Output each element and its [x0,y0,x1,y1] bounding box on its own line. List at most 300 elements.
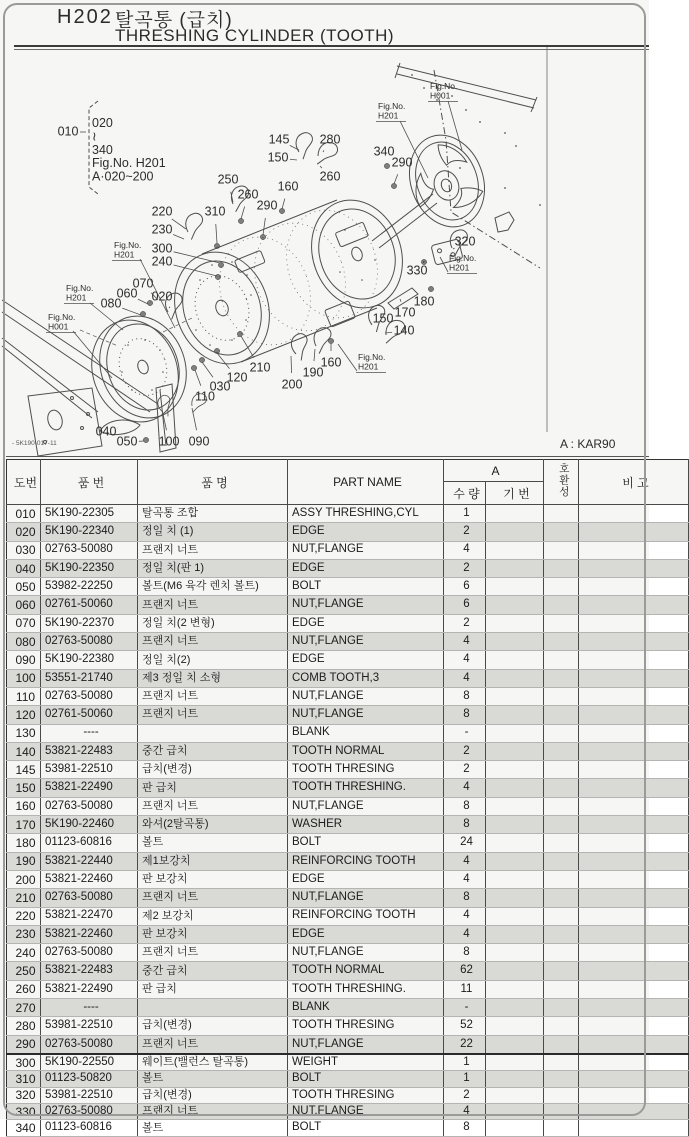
part-callout-030: 030 [210,379,231,393]
cell-name-ko: 볼트 [138,834,288,852]
table-row [7,578,689,596]
cell-qty: 2 [444,742,486,760]
cell-qty: 8 [444,1120,486,1136]
cell-part-name: TOOTH THRESHING. [288,779,444,797]
cell-part-name: NUT,FLANGE [288,541,444,559]
part-callout-290: 290 [392,155,413,169]
cell-serial [486,1035,544,1054]
part-callout-290: 290 [257,198,278,212]
cell-no: 080 [7,633,41,651]
header-col-no: 도번 [7,460,41,505]
cell-part-no: 53821-22490 [41,980,138,998]
part-callout-090: 090 [189,434,210,448]
part-callout-250: 250 [218,172,239,186]
cell-remarks [579,1071,689,1087]
cell-serial [486,724,544,742]
cell-part-name: EDGE [288,651,444,669]
cell-part-name: NUT,FLANGE [288,687,444,705]
part-callout-330: 330 [407,263,428,277]
cell-remarks [579,870,689,888]
cell-name-ko: 판 보강치 [138,925,288,943]
cell-remarks [579,742,689,760]
cell-qty: 22 [444,1035,486,1054]
exploded-diagram-illustration [0,0,649,459]
cell-serial [486,761,544,779]
table-row [7,870,689,888]
cell-name-ko: 볼트(M6 육각 렌치 볼트) [138,578,288,596]
cell-compat [544,797,579,815]
part-callout-190: 190 [303,365,324,379]
cell-serial [486,834,544,852]
cell-remarks [579,669,689,687]
cell-qty: 4 [444,651,486,669]
cell-part-no: 5K190-22340 [41,523,138,541]
cell-no: 190 [7,852,41,870]
table-row [7,614,689,632]
cell-no: 140 [7,742,41,760]
cell-no: 290 [7,1035,41,1054]
cell-remarks [579,1035,689,1054]
table-row [7,541,689,559]
cell-part-no: 53981-22510 [41,1017,138,1035]
part-callout-300: 300 [152,241,173,255]
cell-qty: 8 [444,816,486,834]
cell-remarks [579,852,689,870]
cell-name-ko: 프랜지 너트 [138,797,288,815]
cell-remarks [579,651,689,669]
cell-part-no: 53981-22510 [41,1087,138,1103]
cell-part-no: 02763-50080 [41,1104,138,1120]
cell-part-name: WEIGHT [288,1054,444,1071]
cell-no: 100 [7,669,41,687]
cell-qty: 6 [444,596,486,614]
cell-compat [544,1087,579,1103]
cell-part-no: ---- [41,999,138,1017]
cell-remarks [579,925,689,943]
ref-block-line: 020 [92,116,113,130]
cell-part-name: NUT,FLANGE [288,1104,444,1120]
cell-no: 040 [7,559,41,577]
cell-part-no: 53821-22483 [41,962,138,980]
cell-part-name: EDGE [288,925,444,943]
fig-ref-label-H201: Fig.No. H201 [114,240,141,260]
table-row [7,944,689,962]
cell-serial [486,852,544,870]
cell-qty: 1 [444,1054,486,1071]
cell-no: 060 [7,596,41,614]
fig-ref-label-H001: Fig.No. H001 [430,81,457,101]
table-row [7,559,689,577]
cell-compat [544,925,579,943]
cell-no: 320 [7,1087,41,1103]
table-row [7,505,689,523]
cell-no: 130 [7,724,41,742]
cell-qty: 2 [444,614,486,632]
cell-compat [544,1071,579,1087]
cell-name-ko [138,999,288,1017]
cell-serial [486,816,544,834]
cell-part-no: 02763-50080 [41,889,138,907]
cell-part-name: EDGE [288,614,444,632]
parts-table [6,459,689,1137]
cell-part-name: BOLT [288,1120,444,1136]
cell-compat [544,962,579,980]
cell-part-no: 5K190-22380 [41,651,138,669]
cell-qty: 4 [444,870,486,888]
cell-qty: 8 [444,889,486,907]
cell-serial [486,999,544,1017]
cell-remarks [579,633,689,651]
cell-compat [544,596,579,614]
cell-no: 280 [7,1017,41,1035]
cell-part-no: 02763-50080 [41,797,138,815]
cell-serial [486,614,544,632]
cell-serial [486,687,544,705]
header-compat: 호환성 [544,460,579,505]
page-title-english: THRESHING CYLINDER (TOOTH) [115,26,394,46]
cell-no: 210 [7,889,41,907]
cell-qty: - [444,999,486,1017]
header-name-ko: 품 명 [138,460,288,505]
cell-serial [486,1104,544,1120]
fig-ref-label-H001: Fig.No. H001 [48,312,75,332]
cell-name-ko: 탈곡통 조합 [138,505,288,523]
cell-part-no: 5K190-22350 [41,559,138,577]
cell-qty: 8 [444,706,486,724]
cell-no: 145 [7,761,41,779]
cell-serial [486,742,544,760]
cell-part-no: 53821-22483 [41,742,138,760]
cell-serial [486,779,544,797]
cell-serial [486,907,544,925]
cell-name-ko: 중간 급치 [138,742,288,760]
cell-compat [544,669,579,687]
cell-compat [544,999,579,1017]
cell-name-ko: 프랜지 너트 [138,706,288,724]
cell-no: 020 [7,523,41,541]
cell-serial [486,1087,544,1103]
cell-serial [486,1120,544,1136]
cell-part-name: BLANK [288,999,444,1017]
header-remarks: 비 고 [579,460,689,505]
cell-serial [486,633,544,651]
cell-name-ko: 정일 치(판 1) [138,559,288,577]
cell-remarks [579,724,689,742]
cell-compat [544,1054,579,1071]
cell-compat [544,505,579,523]
cell-name-ko: 웨이트(밸런스 탈곡통) [138,1054,288,1071]
cell-no: 090 [7,651,41,669]
cell-no: 200 [7,870,41,888]
cell-qty: 2 [444,761,486,779]
cell-part-name: NUT,FLANGE [288,633,444,651]
cell-serial [486,1071,544,1087]
cell-compat [544,651,579,669]
part-callout-110: 110 [195,389,215,403]
cell-compat [544,816,579,834]
cell-name-ko: 정일 치(2) [138,651,288,669]
part-callout-120: 120 [227,370,248,384]
part-callout-170: 170 [395,305,416,319]
cell-remarks [579,1104,689,1120]
diagram-callout-layer [46,81,477,448]
cell-remarks [579,834,689,852]
table-row [7,925,689,943]
part-callout-150: 150 [268,150,289,164]
header-part-name: PART NAME [288,460,444,505]
cell-qty: 2 [444,559,486,577]
cell-part-no: 01123-60816 [41,1120,138,1136]
table-row [7,687,689,705]
cell-remarks [579,614,689,632]
table-row [7,779,689,797]
cell-compat [544,889,579,907]
cell-name-ko: 급치(변경) [138,761,288,779]
cell-part-no: 02761-50060 [41,706,138,724]
cell-no: 150 [7,779,41,797]
header-part-no: 품 번 [41,460,138,505]
cell-name-ko: 볼트 [138,1071,288,1087]
part-callout-160: 160 [321,355,342,369]
cell-serial [486,578,544,596]
cell-name-ko: 판 급치 [138,779,288,797]
parts-table-body [7,505,689,1137]
table-row [7,962,689,980]
cell-serial [486,523,544,541]
table-row [7,852,689,870]
cell-remarks [579,889,689,907]
cell-compat [544,870,579,888]
cell-qty: 24 [444,834,486,852]
cell-part-no: 01123-50820 [41,1071,138,1087]
cell-qty: 1 [444,505,486,523]
cell-part-no: 5K190-22550 [41,1054,138,1071]
cell-no: 180 [7,834,41,852]
cell-part-name: NUT,FLANGE [288,889,444,907]
cell-remarks [579,706,689,724]
cell-part-name: EDGE [288,559,444,577]
ref-block-line: Fig.No. H201 [92,156,166,170]
cell-no: 170 [7,816,41,834]
cell-part-name: BOLT [288,578,444,596]
cell-compat [544,1120,579,1136]
fig-ref-label-H201: Fig.No. H201 [378,101,405,121]
cell-part-name: EDGE [288,870,444,888]
cell-compat [544,724,579,742]
cell-name-ko: 와셔(2탈곡통) [138,816,288,834]
cell-part-no: 5K190-22460 [41,816,138,834]
cell-serial [486,505,544,523]
part-callout-160: 160 [278,179,299,193]
cell-part-name: NUT,FLANGE [288,706,444,724]
cell-part-no: 02763-50080 [41,1035,138,1054]
cell-no: 230 [7,925,41,943]
part-callout-140: 140 [394,323,415,337]
cell-serial [486,541,544,559]
cell-remarks [579,1120,689,1136]
table-row [7,816,689,834]
cell-remarks [579,962,689,980]
part-callout-145: 145 [269,132,290,146]
table-row [7,1071,689,1087]
cell-name-ko: 프랜지 너트 [138,889,288,907]
cell-part-no: 02761-50060 [41,596,138,614]
cell-remarks [579,523,689,541]
cell-part-name: REINFORCING TOOTH [288,907,444,925]
cell-qty: 8 [444,797,486,815]
cell-part-no: 53551-21740 [41,669,138,687]
cell-remarks [579,505,689,523]
cell-qty: 8 [444,687,486,705]
cell-part-no: 02763-50080 [41,687,138,705]
header-qty: 수 량 [444,482,486,505]
table-row [7,633,689,651]
header-group-a: A [444,460,544,482]
fig-ref-label-H201: Fig.No. H201 [358,352,385,372]
cell-qty: 8 [444,944,486,962]
cell-compat [544,706,579,724]
table-row [7,889,689,907]
variant-note: A : KAR90 [560,437,615,451]
cell-name-ko: 판 보강치 [138,870,288,888]
cell-name-ko: 제1보강치 [138,852,288,870]
part-callout-240: 240 [152,254,173,268]
cell-remarks [579,1054,689,1071]
cell-no: 250 [7,962,41,980]
cell-part-no: 01123-60816 [41,834,138,852]
cell-name-ko: 볼트 [138,1120,288,1136]
fig-ref-label-H201: Fig.No. H201 [449,253,476,273]
cell-part-no: 5K190-22305 [41,505,138,523]
cell-no: 300 [7,1054,41,1071]
cell-qty: 2 [444,1087,486,1103]
cell-qty: 4 [444,541,486,559]
part-callout-150: 150 [373,311,394,325]
cell-remarks [579,541,689,559]
cell-serial [486,889,544,907]
cell-part-name: NUT,FLANGE [288,596,444,614]
cell-no: 270 [7,999,41,1017]
cell-part-name: REINFORCING TOOTH [288,852,444,870]
part-callout-320: 320 [455,234,476,248]
cell-name-ko: 정일 치(2 변형) [138,614,288,632]
cell-remarks [579,687,689,705]
cell-name-ko [138,724,288,742]
part-callout-050: 050 [117,434,138,448]
cell-no: 070 [7,614,41,632]
cell-part-no: 02763-50080 [41,633,138,651]
cell-part-name: WASHER [288,816,444,834]
cell-name-ko: 프랜지 너트 [138,1035,288,1054]
cell-serial [486,651,544,669]
cell-remarks [579,907,689,925]
cell-compat [544,523,579,541]
cell-remarks [579,999,689,1017]
cell-qty: 52 [444,1017,486,1035]
cell-no: 050 [7,578,41,596]
part-callout-010: 010 [58,124,79,138]
page-title-code: H202 [57,6,113,29]
cell-serial [486,559,544,577]
part-callout-070: 070 [133,276,154,290]
part-callout-260: 260 [238,187,259,201]
cell-remarks [579,944,689,962]
fig-ref-label-H201: Fig.No. H201 [66,283,93,303]
cell-serial [486,669,544,687]
cell-no: 220 [7,907,41,925]
cell-no: 310 [7,1071,41,1087]
cell-remarks [579,779,689,797]
table-row [7,742,689,760]
cell-qty: 4 [444,669,486,687]
drawing-number: - 5K190-017-11 [12,440,57,447]
cell-remarks [579,761,689,779]
cell-compat [544,779,579,797]
cell-serial [486,962,544,980]
cell-remarks [579,980,689,998]
cell-no: 030 [7,541,41,559]
cell-compat [544,742,579,760]
table-row [7,1104,689,1120]
cell-part-name: COMB TOOTH,3 [288,669,444,687]
cell-compat [544,907,579,925]
cell-part-name: BOLT [288,834,444,852]
cell-compat [544,633,579,651]
cell-name-ko: 제2 보강치 [138,907,288,925]
cell-no: 260 [7,980,41,998]
cell-part-no: 02763-50080 [41,944,138,962]
cell-qty: 4 [444,925,486,943]
part-callout-340: 340 [374,144,395,158]
table-row [7,761,689,779]
part-callout-180: 180 [414,294,435,308]
ref-block-line: ≀ [92,129,97,143]
cell-compat [544,761,579,779]
table-row [7,651,689,669]
cell-part-name: NUT,FLANGE [288,797,444,815]
cell-serial [486,706,544,724]
cell-no: 340 [7,1120,41,1136]
parts-table-header [7,460,689,505]
cell-part-name: NUT,FLANGE [288,1035,444,1054]
cell-remarks [579,1087,689,1103]
cell-serial [486,596,544,614]
cell-serial [486,1054,544,1071]
part-callout-060: 060 [117,286,138,300]
table-row [7,1120,689,1136]
cell-part-name: EDGE [288,523,444,541]
cell-part-name: TOOTH NORMAL [288,962,444,980]
part-callout-080: 080 [101,296,122,310]
table-row [7,706,689,724]
cell-name-ko: 판 급치 [138,980,288,998]
cell-name-ko: 프랜지 너트 [138,596,288,614]
table-row [7,1017,689,1035]
cell-name-ko: 프랜지 너트 [138,541,288,559]
table-row [7,669,689,687]
cell-part-no: 53821-22490 [41,779,138,797]
cell-compat [544,980,579,998]
ref-block-line: 340 [92,143,113,157]
cell-remarks [579,1017,689,1035]
cell-part-no: 53821-22470 [41,907,138,925]
table-row [7,980,689,998]
cell-qty: 62 [444,962,486,980]
cell-serial [486,925,544,943]
cell-no: 240 [7,944,41,962]
table-row [7,596,689,614]
cell-part-name: TOOTH NORMAL [288,742,444,760]
